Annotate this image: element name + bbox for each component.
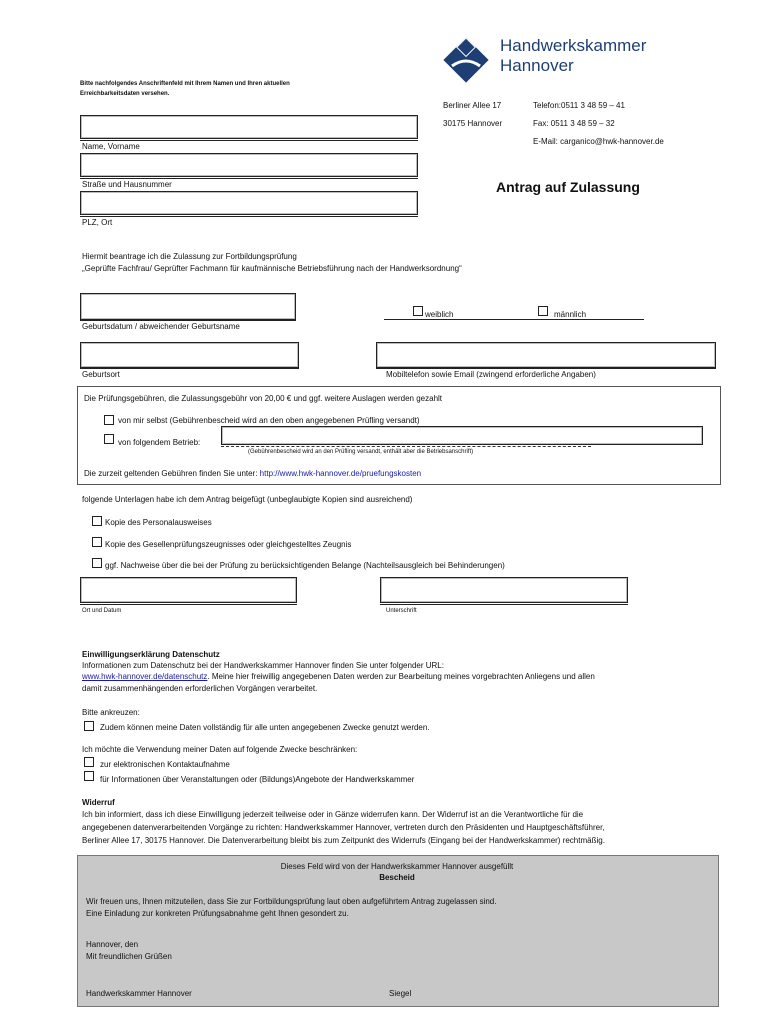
- withdrawal-line1: Ich bin informiert, dass ich diese Einwilligung jederzeit teilweise oder in Gänze widerrufen kann. Der Widerruf ist an die Verantwortliche für die: [82, 810, 584, 819]
- hwk-email: E-Mail: carganico@hwk-hannover.de: [533, 137, 664, 146]
- org-name-line2: Hannover: [500, 56, 574, 75]
- office-title: Bescheid: [379, 873, 415, 882]
- doc-disability-checkbox[interactable]: [92, 558, 102, 568]
- privacy-line1: Informationen zum Datenschutz bei der Handwerkskammer Hannover finden Sie unter folgender URL:: [82, 661, 444, 670]
- office-place: Hannover, den: [86, 940, 139, 949]
- company-note: (Gebührenbescheid wird an den Prüfling versandt, enthält aber die Betriebsanschrift): [248, 449, 474, 455]
- office-seal: Siegel: [389, 989, 412, 998]
- privacy-line2-rest: . Meine hier freiwillig angegebenen Daten werden zur Bearbeitung meines vorgebrachten Anliegens und allen: [207, 672, 595, 681]
- contact-underline: [376, 368, 716, 369]
- fee-company-checkbox[interactable]: [104, 434, 114, 444]
- gender-underline: [384, 319, 644, 320]
- consent-info-checkbox[interactable]: [84, 771, 94, 781]
- address-instruction: Bitte nachfolgendes Anschriftenfeld mit Ihrem Namen und Ihren aktuellen Erreichbarkeitsdaten versehen.: [80, 81, 290, 97]
- fee-self-checkbox[interactable]: [104, 415, 114, 425]
- consent-all-label: Zudem können meine Daten vollständig für alle unten angegebenen Zwecke genutzt werden.: [100, 723, 430, 732]
- contact-label: Mobiltelefon sowie Email (zwingend erforderliche Angaben): [386, 370, 596, 379]
- consent-contact-checkbox[interactable]: [84, 757, 94, 767]
- org-name-line1: Handwerkskammer: [500, 36, 647, 55]
- fees-link[interactable]: http://www.hwk-hannover.de/pruefungskosten: [259, 469, 422, 478]
- office-header: Dieses Feld wird von der Handwerkskammer Hannover ausgefüllt: [280, 862, 514, 871]
- name-input[interactable]: [80, 115, 418, 139]
- tick-prompt: Bitte ankreuzen:: [82, 708, 140, 717]
- street-underline: [80, 178, 418, 179]
- office-line2: Eine Einladung zur konkreten Prüfungsabnahme geht Ihnen gesondert zu.: [86, 909, 349, 918]
- company-input[interactable]: [221, 426, 703, 445]
- consent-contact-label: zur elektronischen Kontaktaufnahme: [100, 760, 230, 769]
- doc-id-checkbox[interactable]: [92, 516, 102, 526]
- privacy-line2: [82, 672, 595, 681]
- female-checkbox[interactable]: [413, 306, 423, 316]
- fees-heading: Die Prüfungsgebühren, die Zulassungsgebühr von 20,00 € und ggf. weitere Auslagen werden gezahlt: [84, 394, 443, 403]
- company-dashes: [221, 446, 591, 447]
- privacy-heading: Einwilligungserklärung Datenschutz: [82, 650, 220, 659]
- birthdate-input[interactable]: [80, 293, 296, 320]
- birthplace-underline: [80, 368, 299, 369]
- withdrawal-line3: Berliner Allee 17, 30175 Hannover. Die Datenverarbeitung bleibt bis zum Zeitpunkt des Widerrufs (Eingang bei der Handwerkskammer) rechtmäßig.: [82, 836, 605, 845]
- female-label: weiblich: [425, 310, 454, 319]
- hwk-fax: Fax: 0511 3 48 59 – 32: [533, 119, 615, 128]
- handwerkskammer-logo-icon: [442, 36, 490, 84]
- doc-disability-label: ggf. Nachweise über die bei der Prüfung zu berücksichtigenden Belange (Nachteilsausgleich bei Behinderungen): [105, 561, 505, 570]
- city-label: PLZ, Ort: [82, 218, 113, 227]
- name-underline: [80, 140, 418, 141]
- place-date-input[interactable]: [80, 577, 297, 603]
- office-sender: Handwerkskammer Hannover: [86, 989, 192, 998]
- current-fees-prefix: Die zurzeit geltenden Gebühren finden Sie unter:: [84, 469, 260, 478]
- contact-input[interactable]: [376, 342, 716, 368]
- restrict-prompt: Ich möchte die Verwendung meiner Daten auf folgende Zwecke beschränken:: [82, 745, 358, 754]
- current-fees-text: [84, 469, 421, 478]
- birthplace-input[interactable]: [80, 342, 299, 368]
- signature-underline: [380, 604, 628, 605]
- signature-input[interactable]: [380, 577, 628, 603]
- page-title: Antrag auf Zulassung: [496, 179, 640, 195]
- withdrawal-heading: Widerruf: [82, 798, 115, 807]
- office-line1: Wir freuen uns, Ihnen mitzuteilen, dass Sie zur Fortbildungsprüfung laut oben aufgeführtem Antrag zugelassen sind.: [86, 897, 497, 906]
- place-date-label: Ort und Datum: [82, 608, 122, 614]
- intro-line1: Hiermit beantrage ich die Zulassung zur Fortbildungsprüfung: [82, 252, 297, 261]
- privacy-line3: damit zusammenhängenden erforderlichen Vorgängen verarbeitet.: [82, 684, 318, 693]
- male-checkbox[interactable]: [538, 306, 548, 316]
- birthdate-label: Geburtsdatum / abweichender Geburtsname: [82, 322, 240, 331]
- documents-heading: folgende Unterlagen habe ich dem Antrag beigefügt (unbeglaubigte Kopien sind ausreichend): [82, 495, 413, 504]
- office-greeting: Mit freundlichen Grüßen: [86, 952, 172, 961]
- privacy-link[interactable]: www.hwk-hannover.de/datenschutz: [82, 672, 208, 681]
- fee-company-label: von folgendem Betrieb:: [118, 438, 201, 447]
- city-input[interactable]: [80, 191, 418, 215]
- intro-line2: „Geprüfte Fachfrau/ Geprüfter Fachmann für kaufmännische Betriebsführung nach der Handwerksordnung“: [82, 264, 462, 273]
- doc-id-label: Kopie des Personalausweises: [105, 518, 212, 527]
- withdrawal-line2: angegebenen datenverarbeitenden Vorgänge zu richten: Handwerkskammer Hannover, vertreten durch den Präsidenten und Hauptgeschäftsführer,: [82, 823, 605, 832]
- consent-info-label: für Informationen über Veranstaltungen oder (Bildungs)Angebote der Handwerkskammer: [100, 775, 415, 784]
- consent-all-checkbox[interactable]: [84, 721, 94, 731]
- org-name: [500, 36, 646, 76]
- hwk-phone: Telefon:0511 3 48 59 – 41: [533, 101, 625, 110]
- place-date-underline: [80, 604, 297, 605]
- birthdate-underline: [80, 320, 296, 321]
- hwk-city: 30175 Hannover: [443, 119, 503, 128]
- hwk-street: Berliner Allee 17: [443, 101, 502, 110]
- fee-self-label: von mir selbst (Gebührenbescheid wird an den oben angegebenen Prüfling versandt): [118, 416, 420, 425]
- logo: [442, 36, 490, 84]
- doc-certificate-label: Kopie des Gesellenprüfungszeugnisses oder gleichgestelltes Zeugnis: [105, 540, 352, 549]
- street-label: Straße und Hausnummer: [82, 180, 172, 189]
- male-label: männlich: [554, 310, 587, 319]
- signature-label: Unterschrift: [386, 608, 417, 614]
- street-input[interactable]: [80, 153, 418, 177]
- name-label: Name, Vorname: [82, 142, 140, 151]
- city-underline: [80, 216, 418, 217]
- birthplace-label: Geburtsort: [82, 370, 120, 379]
- doc-certificate-checkbox[interactable]: [92, 537, 102, 547]
